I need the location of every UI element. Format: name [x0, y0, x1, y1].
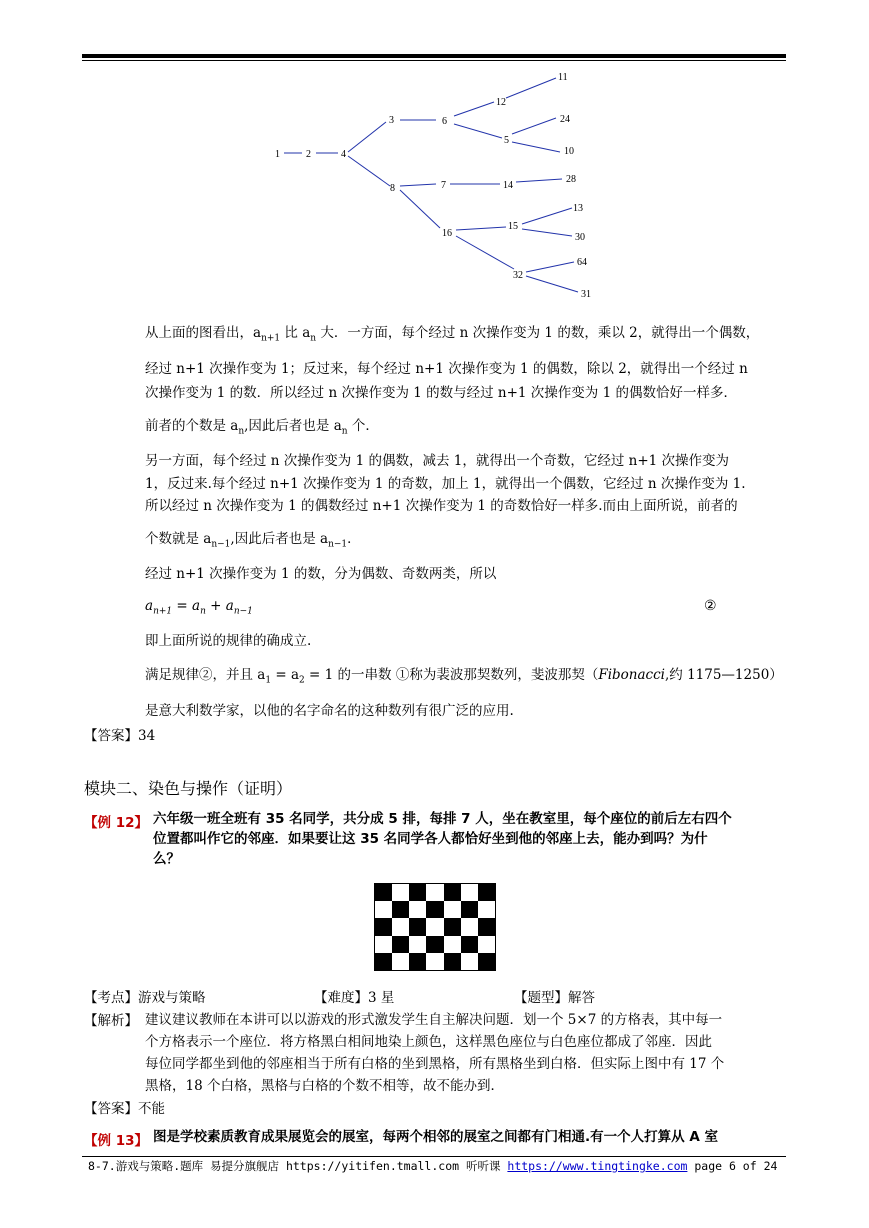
- board-cell: [461, 936, 478, 953]
- board-cell: [409, 884, 426, 901]
- tree-node: 28: [566, 174, 576, 185]
- paragraph-line: 即上面所说的规律的确成立.: [145, 633, 312, 649]
- board-cell: [426, 901, 443, 918]
- board-cell: [444, 953, 461, 970]
- operation-tree-diagram: [260, 70, 620, 310]
- board-cell: [426, 884, 443, 901]
- footer-link[interactable]: https://www.tingtingke.com: [507, 1159, 688, 1173]
- tree-node: 6: [442, 116, 447, 127]
- tree-node: 1: [275, 149, 280, 160]
- board-cell: [409, 901, 426, 918]
- board-cell: [426, 953, 443, 970]
- board-cell: [392, 884, 409, 901]
- paragraph-line: 个数就是 $a_{n-1}$,因此后者也是 $a_{n-1}$．: [145, 531, 361, 550]
- tixing: 【题型】解答: [514, 990, 595, 1006]
- paragraph-line: 另一方面，每个经过 n 次操作变为 1 的偶数，减去 1，就得出一个奇数，它经过 n+1 次操作变为: [145, 453, 730, 469]
- tree-node: 16: [442, 228, 452, 239]
- tree-node: 30: [575, 232, 585, 243]
- tree-node: 31: [581, 289, 591, 300]
- answer-1: 【答案】34: [84, 728, 156, 744]
- board-cell: [461, 901, 478, 918]
- paragraph-line: 从上面的图看出，$a_{n+1}$ 比 $a_n$ 大．一方面，每个经过 n 次操作变为 1 的数，乘以 2，就得出一个偶数，: [145, 325, 760, 344]
- checkerboard-5x7: [374, 883, 496, 971]
- board-cell: [461, 918, 478, 935]
- tree-node: 4: [341, 149, 346, 160]
- nandu: 【难度】3 星: [314, 990, 395, 1006]
- kaodian: 【考点】游戏与策略: [84, 990, 206, 1006]
- formula-number: ②: [704, 598, 717, 614]
- board-cell: [409, 936, 426, 953]
- recurrence-formula: $a_{n+1} = a_n + a_{n-1}$: [145, 598, 253, 617]
- page-footer: 8-7.游戏与策略.题库 易提分旗舰店 https://yitifen.tmall.com 听听课 https://www.tingtingke.com page 6 of 24: [88, 1159, 778, 1173]
- board-cell: [375, 901, 392, 918]
- board-cell: [375, 918, 392, 935]
- board-cell: [409, 953, 426, 970]
- paragraph-line: 经过 n+1 次操作变为 1 的数，分为偶数、奇数两类，所以: [145, 566, 497, 582]
- paragraph-line: 前者的个数是 $a_n$,因此后者也是 $a_n$ 个．: [145, 418, 379, 437]
- board-cell: [478, 953, 495, 970]
- example-12-label: 【例 12】: [84, 815, 148, 831]
- board-cell: [392, 901, 409, 918]
- section-title: 模块二、染色与操作（证明）: [84, 779, 293, 798]
- tree-node: 14: [503, 180, 513, 191]
- tree-node: 13: [573, 203, 583, 214]
- tree-node: 10: [564, 146, 574, 157]
- tree-node: 12: [496, 97, 506, 108]
- tree-node: 3: [389, 115, 394, 126]
- analysis-text: 建议建议教师在本讲可以以游戏的形式激发学生自主解决问题．划一个 5×7 的方格表，其中每一 个方格表示一个座位．将方格黑白相间地染上颜色，这样黑色座位与白色座位都成了邻座．因此 每位同学都坐到他的邻座相当于所有白格的坐到黑格，所有黑格坐到白格．但实际上图中有 17 个 黑格，18 个白格，黑格与白格的个数不相等，故不能办到．: [145, 1012, 725, 1094]
- tree-node: 24: [560, 114, 570, 125]
- tree-node: 64: [577, 257, 587, 268]
- tree-node: 11: [558, 72, 568, 83]
- board-cell: [461, 953, 478, 970]
- board-cell: [375, 884, 392, 901]
- board-cell: [478, 901, 495, 918]
- footer-rule: [82, 1156, 786, 1157]
- example-13-label: 【例 13】: [84, 1133, 148, 1149]
- tree-node: 2: [306, 149, 311, 160]
- board-cell: [444, 936, 461, 953]
- board-cell: [375, 936, 392, 953]
- tree-node: 32: [513, 270, 523, 281]
- example-12-text: 六年级一班全班有 35 名同学，共分成 5 排，每排 7 人，坐在教室里，每个座位的前后左右四个 位置都叫作它的邻座．如果要让这 35 名同学各人都恰好坐到他的邻座上去，能办到吗？为什 么？: [153, 811, 732, 867]
- board-cell: [444, 901, 461, 918]
- analysis-label: 【解析】: [84, 1013, 138, 1029]
- board-cell: [426, 936, 443, 953]
- board-cell: [426, 918, 443, 935]
- board-cell: [461, 884, 478, 901]
- paragraph-line: 所以经过 n 次操作变为 1 的偶数经过 n+1 次操作变为 1 的奇数恰好一样多.而由上面所说，前者的: [145, 498, 738, 514]
- example-13-text: 图是学校素质教育成果展览会的展室，每两个相邻的展室之间都有门相通.有一个人打算从 A 室: [153, 1129, 718, 1145]
- board-cell: [392, 953, 409, 970]
- paragraph-line: 次操作变为 1 的数．所以经过 n 次操作变为 1 的数与经过 n+1 次操作变为 1 的偶数恰好一样多．: [145, 385, 737, 401]
- board-cell: [478, 936, 495, 953]
- board-cell: [478, 918, 495, 935]
- board-cell: [392, 918, 409, 935]
- board-cell: [392, 936, 409, 953]
- board-cell: [444, 918, 461, 935]
- paragraph-line: 1，反过来.每个经过 n+1 次操作变为 1 的奇数，加上 1，就得出一个偶数，它经过 n 次操作变为 1.: [145, 476, 746, 492]
- paragraph-line: 是意大利数学家，以他的名字命名的这种数列有很广泛的应用.: [145, 703, 514, 719]
- header-rule-thin: [82, 60, 786, 61]
- paragraph-line: 满足规律②，并且 $a_1 = a_2 = 1$ 的一串数 ①称为裴波那契数列，斐波那契（Fibonacci,约 1175—1250）: [145, 667, 783, 686]
- tree-node: 8: [390, 183, 395, 194]
- board-cell: [478, 884, 495, 901]
- answer-2: 【答案】不能: [84, 1101, 165, 1117]
- paragraph-line: 经过 n+1 次操作变为 1；反过来，每个经过 n+1 次操作变为 1 的偶数，除以 2，就得出一个经过 n: [145, 361, 748, 377]
- tree-node: 15: [508, 221, 518, 232]
- tree-node: 5: [504, 135, 509, 146]
- board-cell: [409, 918, 426, 935]
- tree-node: 7: [441, 180, 446, 191]
- header-rule-thick: [82, 54, 786, 58]
- board-cell: [375, 953, 392, 970]
- board-cell: [444, 884, 461, 901]
